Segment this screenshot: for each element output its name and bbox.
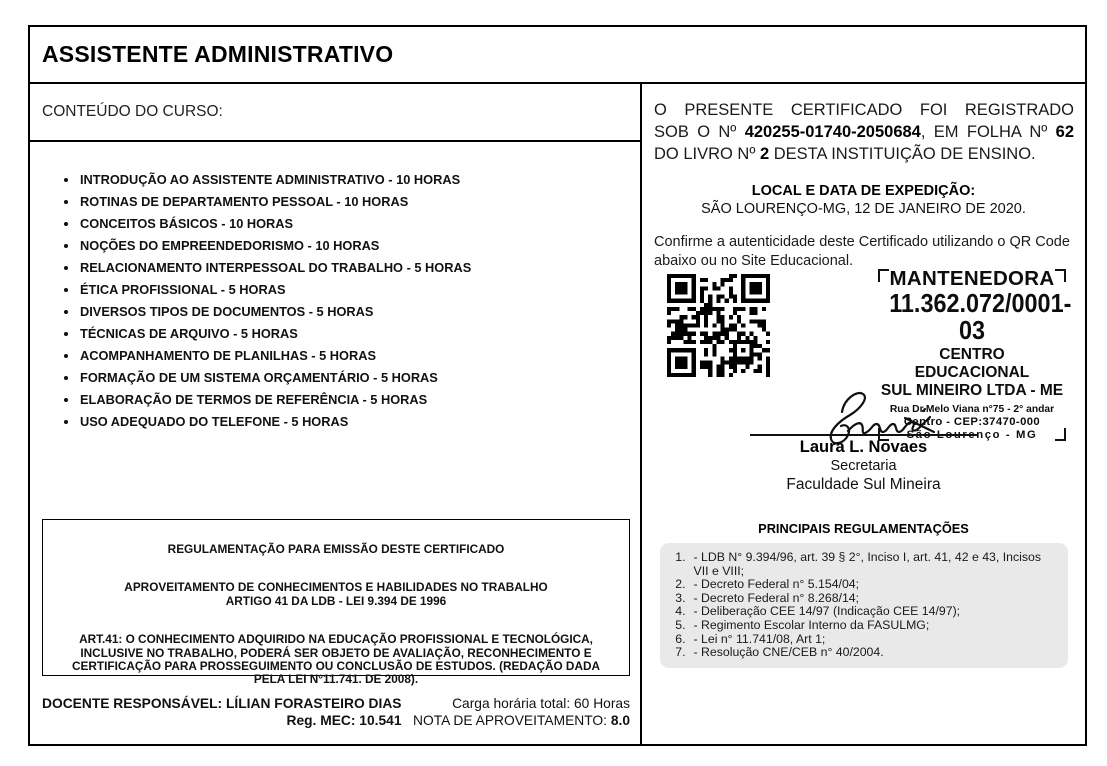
grade-line [413, 712, 630, 729]
registration-line [654, 99, 1074, 121]
regulation-box [42, 519, 630, 687]
course-module-label: ELABORAÇÃO DE TERMOS DE REFERÊNCIA - 5 HORAS [80, 392, 428, 407]
workload-total: Carga horária total: 60 Horas [452, 696, 630, 711]
regulation-item-text: - Deliberação CEE 14/97 (Indicação CEE 14/97); [693, 604, 961, 619]
registration-value: 62 [1055, 123, 1075, 141]
registration-text: , EM FOLHA Nº [920, 123, 1056, 141]
stamp-address-line3: São Lourenço - MG [906, 428, 1038, 441]
docente-reg-mec: Reg. MEC: 10.541 [286, 713, 402, 728]
regulation-item-number: 4. [675, 604, 686, 619]
registration-paragraph [654, 99, 1074, 165]
course-module-item [64, 257, 640, 279]
regulation-item [668, 578, 1058, 592]
regulation-item [668, 646, 1058, 660]
course-module-label: RELACIONAMENTO INTERPESSOAL DO TRABALHO - 5 HORAS [80, 260, 472, 275]
signer-institution: Faculdade Sul Mineira [786, 476, 941, 493]
registration-text: DO LIVRO Nº [654, 145, 760, 163]
regulation-item-text: - LDB N° 9.394/96, art. 39 § 2°, Inciso I, art. 41, 42 e 43, Incisos VII e VIII; [693, 550, 1042, 578]
signature-block [642, 388, 1085, 495]
regulation-item [668, 633, 1058, 647]
docente-block [42, 695, 402, 729]
regulation-item-text: - Decreto Federal n° 5.154/04; [693, 577, 860, 592]
left-footer [42, 695, 630, 729]
regulation-item [668, 592, 1058, 606]
bullet-icon [64, 178, 68, 182]
certificate-back [28, 25, 1087, 746]
regulation-item-number: 5. [675, 617, 686, 632]
regulation-item-number: 2. [675, 577, 686, 592]
main-regulations-box [660, 543, 1068, 668]
regulation-subheading [61, 581, 611, 608]
right-column [642, 84, 1085, 744]
stamp-org-line2: SUL MINEIRO LTDA - ME [880, 382, 1064, 399]
course-module-item [64, 323, 640, 345]
qr-instruction-text: Confirme a autenticidade deste Certificado utilizando o QR Code abaixo ou no Site Educacional. [654, 234, 1070, 269]
bullet-icon [64, 354, 68, 358]
course-module-item [64, 389, 640, 411]
regulation-item-text: - Regimento Escolar Interno da FASULMG; [693, 617, 930, 632]
course-module-label: NOÇÕES DO EMPREENDEDORISMO - 10 HORAS [80, 238, 380, 253]
registration-text: O PRESENTE CERTIFICADO FOI REGISTRADO [654, 101, 1074, 119]
bullet-icon [64, 266, 68, 270]
registration-line [654, 121, 1074, 143]
regulation-item-text: - Decreto Federal n° 8.268/14; [693, 590, 860, 605]
bullet-icon [64, 420, 68, 424]
stamp-address-line2: Centro - CEP:37470-000 [903, 416, 1041, 428]
course-module-list [30, 169, 640, 433]
stamp-corner-icon [878, 269, 889, 282]
course-module-label: INTRODUÇÃO AO ASSISTENTE ADMINISTRATIVO - 10 HORAS [80, 172, 461, 187]
course-module-item [64, 235, 640, 257]
regulation-item-text: - Lei n° 11.741/08, Art 1; [693, 631, 826, 646]
regulation-body: ART.41: O CONHECIMENTO ADQUIRIDO NA EDUCAÇÃO PROFISSIONAL E TECNOLÓGICA, INCLUSIVE NO TRABALHO, PODERÁ SER OBJETO DE AVALIAÇÃO, RECONHECIMENTO E CERTIFICAÇÃO PARA PROSSEGUIMENTO OU CONCLUSÃO DE ESTUDOS. (REDAÇÃO DADA PELA LEI N°11.741. DE 2008). [71, 632, 601, 687]
stamp-mantenedora: MANTENEDORA [889, 267, 1055, 290]
bullet-icon [64, 200, 68, 204]
regulation-heading: REGULAMENTAÇÃO PARA EMISSÃO DESTE CERTIFICADO [167, 542, 505, 556]
course-module-label: FORMAÇÃO DE UM SISTEMA ORÇAMENTÁRIO - 5 HORAS [80, 370, 438, 385]
issue-place-date-block [642, 182, 1085, 218]
grade-value: 8.0 [610, 713, 630, 728]
regulation-subheading-line2: ARTIGO 41 DA LDB - LEI 9.394 DE 1996 [225, 593, 447, 608]
bullet-icon [64, 398, 68, 402]
course-module-label: ACOMPANHAMENTO DE PLANILHAS - 5 HORAS [80, 348, 376, 363]
regulation-item-text: - Resolução CNE/CEB n° 40/2004. [693, 645, 884, 660]
registration-value: 420255-01740-2050684 [744, 123, 921, 141]
course-module-label: USO ADEQUADO DO TELEFONE - 5 HORAS [80, 414, 349, 429]
registration-text: SOB O Nº [654, 123, 745, 141]
stamp-address-line1: Rua Dr.Melo Viana n°75 - 2° andar [889, 404, 1055, 415]
registration-text: DESTA INSTITUIÇÃO DE ENSINO. [769, 145, 1036, 163]
regulation-item-number: 6. [675, 631, 686, 646]
course-content-label: CONTEÚDO DO CURSO: [42, 103, 223, 120]
qr-code-image [667, 274, 770, 377]
issue-place-date-label: LOCAL E DATA DE EXPEDIÇÃO: [751, 183, 976, 199]
bullet-icon [64, 244, 68, 248]
course-module-item [64, 169, 640, 191]
course-module-item [64, 213, 640, 235]
registration-line [654, 143, 1074, 165]
issue-place-date-value: SÃO LOURENÇO-MG, 12 DE JANEIRO DE 2020. [701, 201, 1026, 217]
registration-value: 2 [759, 145, 770, 163]
signer-name: Laura L. Novaes [799, 438, 928, 456]
regulation-item [668, 605, 1058, 619]
bullet-icon [64, 288, 68, 292]
course-module-label: DIVERSOS TIPOS DE DOCUMENTOS - 5 HORAS [80, 304, 374, 319]
regulation-item [668, 551, 1058, 578]
course-content-header [30, 84, 640, 142]
course-module-item [64, 345, 640, 367]
course-title: ASSISTENTE ADMINISTRATIVO [42, 41, 394, 67]
course-module-label: ÉTICA PROFISSIONAL - 5 HORAS [80, 282, 286, 297]
course-module-item [64, 301, 640, 323]
signer-role: Secretaria [830, 458, 897, 474]
grade-label: NOTA DE APROVEITAMENTO: [413, 713, 611, 728]
course-module-label: TÉCNICAS DE ARQUIVO - 5 HORAS [80, 326, 298, 341]
course-module-item [64, 279, 640, 301]
main-regulations-list [668, 551, 1058, 660]
regulation-item-number: 7. [675, 645, 686, 660]
stamp-corner-icon [1055, 269, 1066, 282]
course-module-item [64, 367, 640, 389]
stamp-org-line1: CENTRO EDUCACIONAL [914, 346, 1030, 381]
bullet-icon [64, 310, 68, 314]
regulation-subheading-line1: APROVEITAMENTO DE CONHECIMENTOS E HABILIDADES NO TRABALHO [124, 580, 548, 595]
bullet-icon [64, 332, 68, 336]
course-module-label: CONCEITOS BÁSICOS - 10 HORAS [80, 216, 294, 231]
bullet-icon [64, 222, 68, 226]
docente-name: DOCENTE RESPONSÁVEL: LÍLIAN FORASTEIRO DIAS [42, 696, 402, 711]
qr-code-svg [667, 274, 770, 377]
workload-block [413, 695, 630, 729]
course-module-item [64, 191, 640, 213]
course-module-label: ROTINAS DE DEPARTAMENTO PESSOAL - 10 HORAS [80, 194, 409, 209]
main-regulations-heading: PRINCIPAIS REGULAMENTAÇÕES [758, 521, 969, 536]
left-column [30, 84, 640, 744]
regulation-item-number: 1. [675, 550, 686, 564]
bullet-icon [64, 376, 68, 380]
course-title-box [30, 27, 1085, 84]
signature-line [750, 434, 978, 436]
main-regulations-section [642, 521, 1085, 668]
stamp-cnpj: 11.362.072/0001-03 [889, 288, 1072, 345]
course-module-item [64, 411, 640, 433]
regulation-item-number: 3. [675, 590, 686, 605]
regulation-item [668, 619, 1058, 633]
